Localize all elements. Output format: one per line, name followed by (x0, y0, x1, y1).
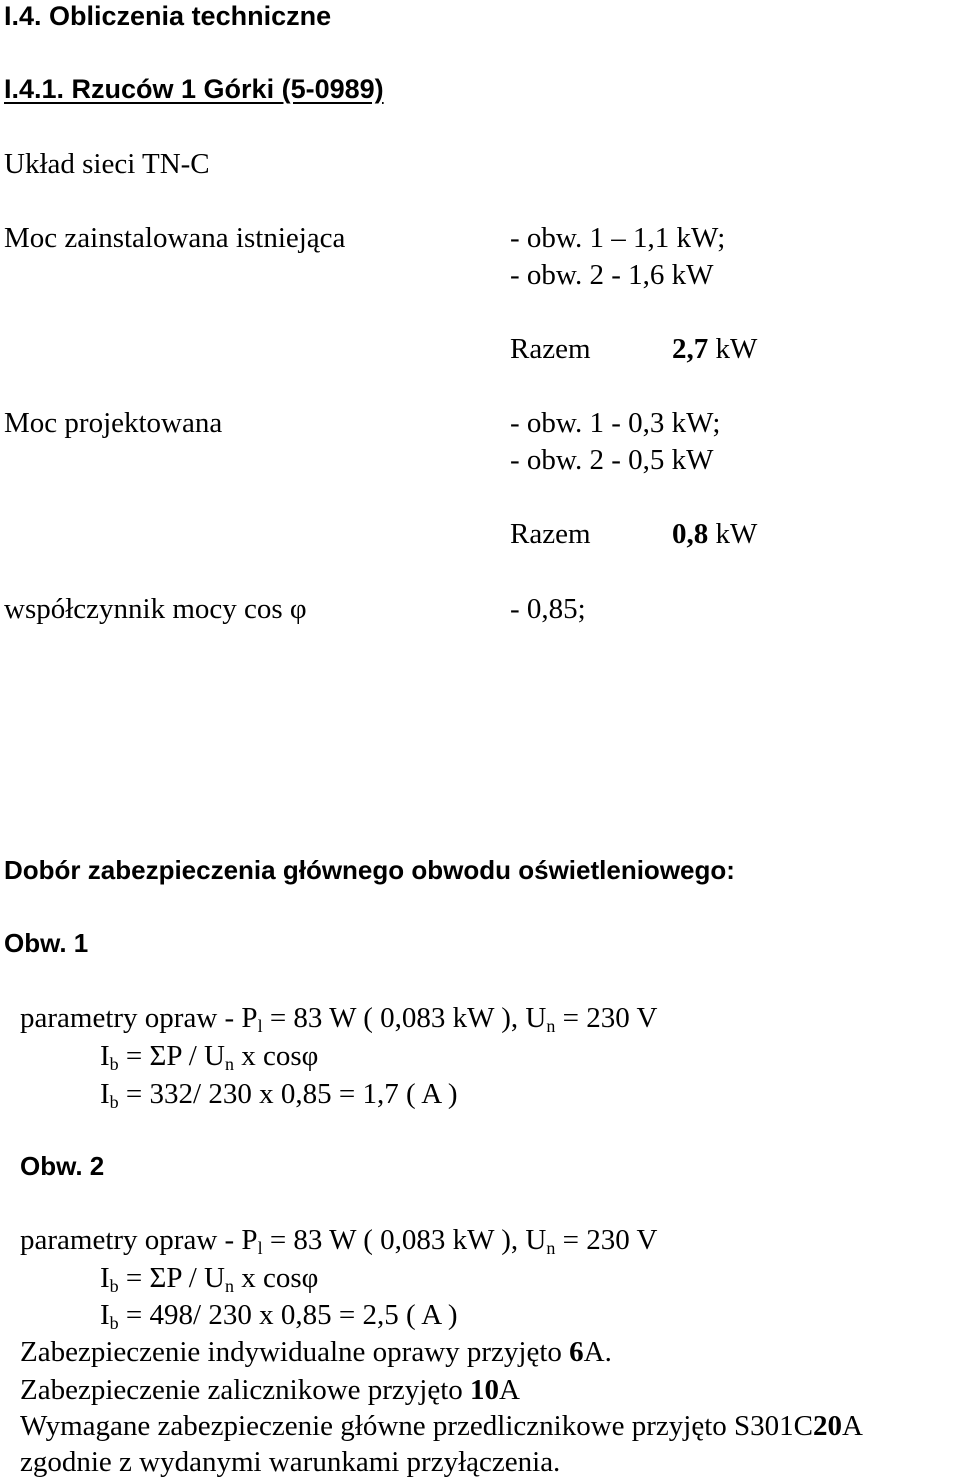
installed-total-value: 2,7 (672, 333, 709, 365)
meter-protection-value: 10 (470, 1374, 500, 1406)
main-protection-unit: A (842, 1410, 863, 1442)
selection-title: Dobór zabezpieczenia głównego obwodu oświetleniowego: (4, 855, 735, 885)
designed-power-label: Moc projektowana (4, 407, 223, 439)
individual-protection-value: 6 (569, 1336, 584, 1368)
section-heading: I.4. Obliczenia techniczne (4, 1, 332, 31)
formula-text: x cosφ (233, 1262, 319, 1294)
circuit-2-params (20, 1224, 658, 1258)
circuit-1-title: Obw. 1 (4, 928, 89, 958)
param-text: = 83 W ( 0,083 kW ), U (262, 1224, 547, 1256)
param-text: parametry opraw - P (20, 1224, 258, 1256)
param-sub: l (257, 1016, 263, 1036)
formula-text: = ΣP / U (118, 1040, 225, 1072)
formula-sub: b (109, 1276, 119, 1296)
calc-text: = 498/ 230 x 0,85 = 2,5 ( A ) (118, 1299, 458, 1331)
meter-protection-text: Zabezpieczenie zalicznikowe przyjęto (20, 1374, 471, 1406)
circuit-1-params (20, 1002, 658, 1036)
param-sub: n (546, 1016, 556, 1036)
formula-sub: n (224, 1054, 234, 1074)
meter-protection-unit: A (499, 1374, 520, 1406)
circuit-2-calc: $I_b = 498/$ 230 x 0,85 = 2,5 ( A ) (100, 1299, 458, 1333)
power-factor-label: współczynnik mocy cos φ (4, 593, 307, 625)
designed-total-label: Razem (510, 518, 591, 550)
network-type: Układ sieci TN-C (4, 148, 210, 180)
individual-protection (20, 1338, 612, 1367)
main-protection-value: 20 (813, 1410, 842, 1442)
power-factor-value: - 0,85; (510, 593, 586, 625)
calc-sub: b (109, 1313, 119, 1333)
installed-line-1: - obw. 1 – 1,1 kW; (510, 222, 726, 254)
designed-line-2: - obw. 2 - 0,5 kW (510, 444, 714, 476)
installed-power-label: Moc zainstalowana istniejąca (4, 222, 346, 254)
formula-sub: b (109, 1054, 119, 1074)
calc-text: = 332/ 230 x 0,85 = 1,7 ( A ) (118, 1078, 458, 1110)
param-sub: l (257, 1238, 263, 1258)
formula-text: = ΣP / U (118, 1262, 225, 1294)
param-text: parametry opraw - P (20, 1002, 258, 1034)
designed-line-1: - obw. 1 - 0,3 kW; (510, 407, 721, 439)
installed-line-2: - obw. 2 - 1,6 kW (510, 259, 714, 291)
param-text: = 83 W ( 0,083 kW ), U (262, 1002, 547, 1034)
calc-sub: b (109, 1092, 119, 1112)
installed-total-unit: kW (715, 333, 758, 365)
installed-total (672, 335, 757, 364)
circuit-2-formula: $I_b = \Sigma P / U_n$ x cosφ (100, 1262, 319, 1296)
individual-protection-text: Zabezpieczenie indywidualne oprawy przyjęto (20, 1336, 570, 1368)
connection-note: zgodnie z wydanymi warunkami przyłączenia. (20, 1446, 561, 1478)
param-text: = 230 V (555, 1224, 658, 1256)
designed-total-unit: kW (715, 518, 758, 550)
designed-total-value: 0,8 (672, 518, 709, 550)
meter-protection (20, 1376, 520, 1405)
formula-sub: n (224, 1276, 234, 1296)
circuit-2-title: Obw. 2 (20, 1151, 105, 1181)
main-protection (20, 1412, 863, 1441)
circuit-1-calc: $I_b = 332/$ 230 x 0,85 = 1,7 ( A ) (100, 1078, 458, 1112)
param-sub: n (546, 1238, 556, 1258)
designed-total (672, 520, 757, 549)
installed-total-label: Razem (510, 333, 591, 365)
circuit-1-formula: $I_b = \Sigma P / U_n$ x cosφ (100, 1040, 319, 1074)
individual-protection-unit: A. (583, 1336, 612, 1368)
subsection-heading: I.4.1. Rzuców 1 Górki (5-0989) (4, 74, 384, 104)
formula-text: x cosφ (233, 1040, 319, 1072)
main-protection-text: Wymagane zabezpieczenie główne przedlicznikowe przyjęto S301C (20, 1410, 813, 1442)
param-text: = 230 V (555, 1002, 658, 1034)
